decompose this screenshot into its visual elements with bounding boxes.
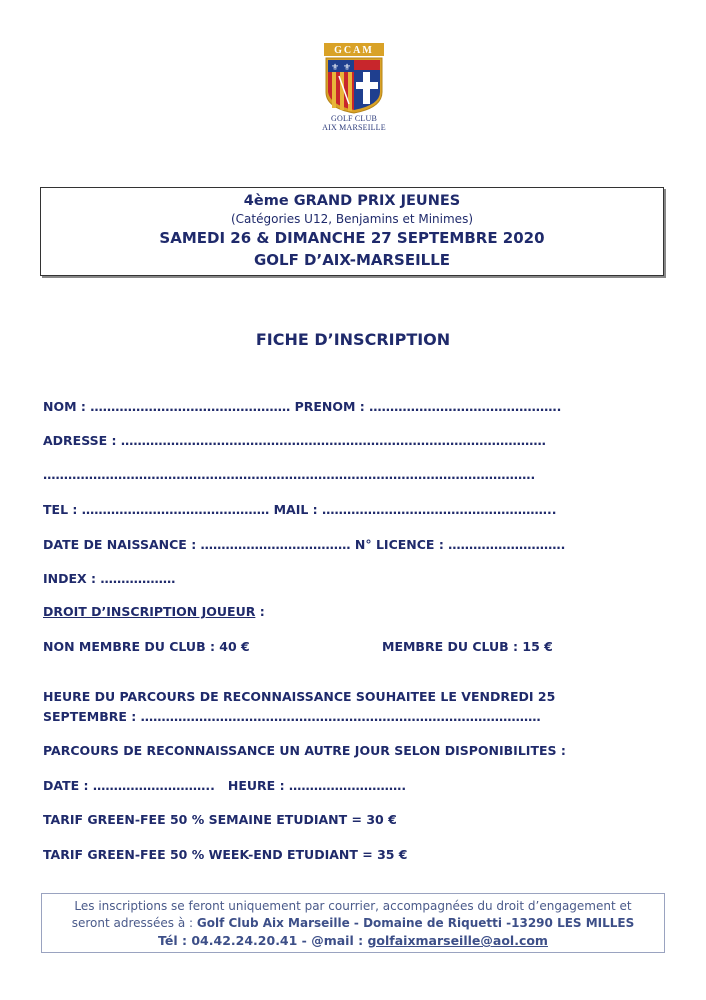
club-name-line1: GOLF CLUB	[330, 114, 378, 123]
practice-round-other-day: PARCOURS DE RECONNAISSANCE UN AUTRE JOUR SELON DISPONIBILITES :	[43, 743, 566, 758]
non-member-fee: NON MEMBRE DU CLUB : 40 €	[43, 639, 250, 654]
address-field-line[interactable]: ADRESSE : …………………………………………………………………………………………	[43, 433, 546, 448]
club-address: Golf Club Aix Marseille - Domaine de Riquetti -13290 LES MILLES	[196, 916, 635, 930]
event-title: 4ème GRAND PRIX JEUNES	[243, 193, 461, 209]
form-heading: FICHE D’INSCRIPTION	[255, 330, 451, 349]
club-crest-icon	[323, 42, 385, 114]
event-categories: (Catégories U12, Benjamins et Minimes)	[231, 212, 473, 226]
practice-round-time-line1: HEURE DU PARCOURS DE RECONNAISSANCE SOUHAITEE LE VENDREDI 25	[43, 689, 556, 704]
tel-mail-field-line[interactable]: TEL : ……………………………………… MAIL : ………………………………………………..	[43, 502, 557, 517]
registration-fee-heading	[43, 604, 265, 620]
date-time-field-line[interactable]: DATE : ……………………….. HEURE : ……………………….	[43, 778, 407, 793]
event-title-box	[40, 187, 664, 276]
club-logo	[318, 42, 390, 132]
footer-line1: Les inscriptions se feront uniquement par courrier, accompagnées du droit d’engagement et	[74, 899, 632, 913]
svg-text:⚜: ⚜	[330, 63, 340, 73]
footer-line3	[42, 932, 664, 949]
weekend-green-fee: TARIF GREEN-FEE 50 % WEEK-END ETUDIANT = 35 €	[43, 847, 408, 862]
footer-line2	[42, 915, 664, 932]
weekday-green-fee: TARIF GREEN-FEE 50 % SEMAINE ETUDIANT = 30 €	[43, 812, 397, 827]
address-continuation-line[interactable]: ……………………………………………………………………………………………………….	[43, 467, 536, 482]
event-dates: SAMEDI 26 & DIMANCHE 27 SEPTEMBRE 2020	[159, 229, 545, 247]
email-link[interactable]: golfaixmarseille@aol.com	[367, 933, 548, 948]
registration-fee-label: DROIT D’INSCRIPTION JOUEUR	[43, 604, 256, 619]
svg-text:⚜: ⚜	[342, 63, 352, 73]
footer-address-prefix: seront adressées à :	[71, 916, 197, 930]
member-fee: MEMBRE DU CLUB : 15 €	[382, 639, 553, 654]
birthdate-license-field-line[interactable]: DATE DE NAISSANCE : ……………………………… N° LICENCE : ……………………….	[43, 537, 566, 552]
phone-and-mail-label: Tél : 04.42.24.20.41 - @mail :	[158, 933, 368, 948]
name-field-line[interactable]: NOM : ………………………………………… PRENOM : ……………………………………….	[43, 399, 562, 414]
monogram-text: GCAM	[334, 45, 374, 56]
event-venue: GOLF D’AIX-MARSEILLE	[253, 251, 451, 269]
index-field-line[interactable]: INDEX : ………………	[43, 571, 176, 586]
contact-footer	[41, 893, 665, 953]
practice-round-time-line2[interactable]: SEPTEMBRE : ……………………………………………………………………………………	[43, 709, 541, 724]
club-name-line2: AIX MARSEILLE	[322, 123, 386, 132]
registration-fee-colon: :	[255, 604, 265, 619]
